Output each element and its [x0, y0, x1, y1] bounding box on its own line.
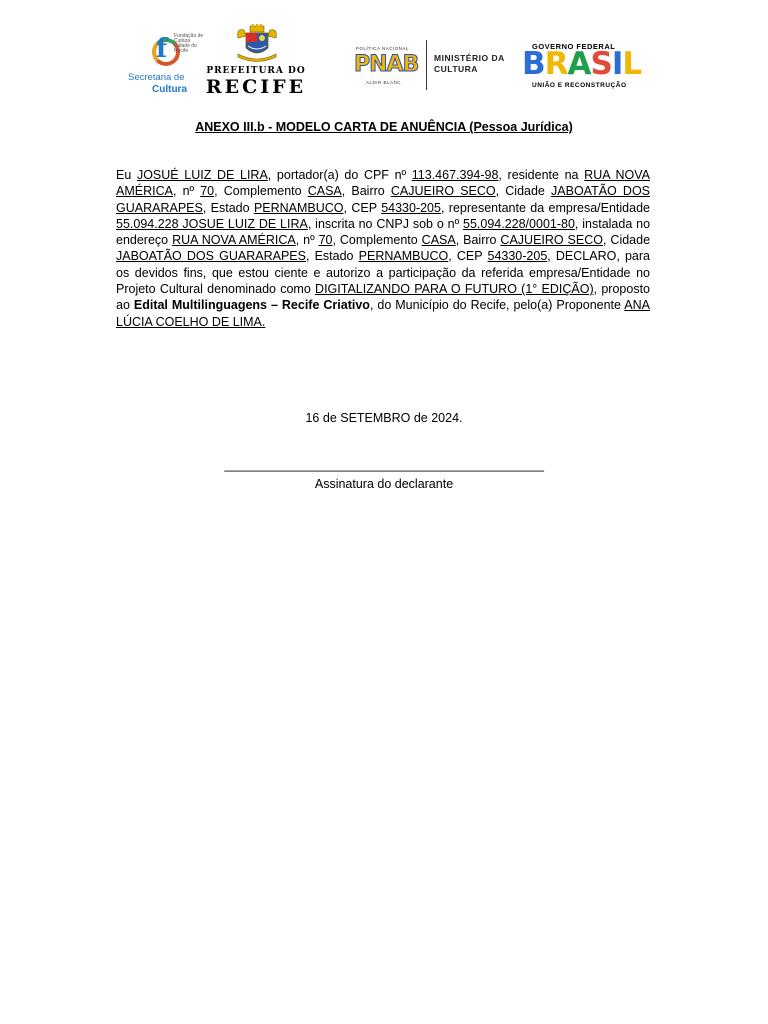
- state2-value: PERNAMBUCO: [358, 249, 449, 264]
- secretaria-line1: Secretaria de: [128, 72, 185, 83]
- body-text: , DECLARO, para os devidos fins, que estou ciente e autorizo a participação da referida empresa/Entidade no Projeto Cultural denominado como: [116, 249, 650, 297]
- brasil-word: [522, 48, 641, 80]
- governo-top-text: GOVERNO FEDERAL: [532, 42, 616, 51]
- entity-value: 55.094.228 JOSUE LUIZ DE LIRA: [116, 216, 308, 231]
- brasil-letter: R: [544, 46, 568, 82]
- body-text: , Cidade: [495, 184, 552, 199]
- body-text: , representante da empresa/Entidade: [440, 200, 650, 215]
- body-text: , Complemento: [332, 233, 422, 248]
- brasil-letter: B: [522, 46, 545, 82]
- body-text: , Bairro: [455, 233, 501, 248]
- secretaria-cultura-logo: [126, 33, 204, 98]
- body-text: , nº: [295, 233, 319, 248]
- body-text: , do Município do Recife, pelo(a) Proponente: [369, 298, 625, 313]
- prefeitura-line1: PREFEITURA DO: [206, 66, 306, 76]
- state-value: PERNAMBUCO: [253, 200, 344, 215]
- body-text: , CEP: [343, 200, 382, 215]
- city-value: JABOATÃO DOS GUARARAPES: [116, 184, 651, 215]
- complement2-value: CASA: [421, 233, 456, 248]
- project-value: DIGITALIZANDO PARA O FUTURO (1° EDIÇÃO): [315, 282, 594, 297]
- body-text: , inscrita no CNPJ sob o nº: [307, 216, 463, 231]
- ministerio-line1: MINISTÉRIO DA: [434, 53, 505, 63]
- number2-value: 70: [318, 233, 333, 248]
- body-text: , Complemento: [214, 184, 308, 199]
- body-text: , instalada no endereço: [116, 216, 651, 248]
- secretaria-line2: Cultura: [152, 84, 187, 95]
- body-text: Eu: [116, 168, 137, 182]
- prefeitura-line2: RECIFE: [205, 76, 307, 98]
- secretaria-f-icon: f: [156, 34, 168, 64]
- street-value: RUA NOVA AMÉRICA: [116, 168, 651, 199]
- body-text: , Bairro: [341, 184, 391, 199]
- recife-crest-icon: [232, 24, 282, 62]
- street2-value: RUA NOVA AMÉRICA: [172, 233, 296, 248]
- district-value: CAJUEIRO SECO: [390, 184, 496, 199]
- document-date: 16 de SETEMBRO de 2024.: [305, 411, 463, 425]
- document-title: ANEXO III.b - MODELO CARTA DE ANUÊNCIA (Pessoa Jurídica): [195, 120, 573, 134]
- body-text: , Estado: [305, 249, 359, 264]
- complement-value: CASA: [307, 184, 342, 199]
- pnab-word: PNAB: [354, 52, 419, 77]
- district2-value: CAJUEIRO SECO: [500, 233, 603, 248]
- cep-value: 54330-205: [381, 200, 441, 215]
- proponent-value: ANA LÚCIA COELHO DE LIMA.: [116, 298, 650, 329]
- body-text: , Cidade: [603, 233, 651, 248]
- pnab-bottom-text: ALDIR BLANC: [366, 80, 402, 85]
- pnab-top-text: POLÍTICA NACIONAL: [356, 46, 410, 51]
- cpf-value: 113.467.394-98: [411, 168, 499, 182]
- brasil-letter: A: [567, 46, 591, 82]
- signature-label: Assinatura do declarante: [314, 477, 454, 491]
- pnab-logo: [352, 40, 422, 90]
- declaration-paragraph: [116, 167, 650, 330]
- cnpj-value: 55.094.228/0001-80: [463, 216, 575, 231]
- brasil-letter: I: [611, 46, 623, 82]
- body-text: , portador(a) do CPF nº: [267, 168, 412, 182]
- body-text: , nº: [172, 184, 201, 199]
- declarant-name: JOSUÉ LUIZ DE LIRA: [136, 168, 268, 182]
- brasil-letter: S: [590, 46, 612, 82]
- secretaria-small-text: Fundação de Cultura Cidade do Recife: [174, 33, 204, 54]
- header-logos: [0, 20, 768, 100]
- city2-value: JABOATÃO DOS GUARARAPES: [116, 249, 306, 264]
- ministerio-line2: CULTURA: [434, 64, 478, 74]
- governo-federal-logo: [522, 38, 642, 94]
- body-text: , Estado: [202, 200, 254, 215]
- body-text: , proposto ao: [116, 282, 650, 313]
- governo-bottom-text: UNIÃO E RECONSTRUÇÃO: [532, 82, 627, 89]
- brasil-letter: L: [622, 46, 642, 82]
- cep2-value: 54330-205: [487, 249, 548, 264]
- number-value: 70: [200, 184, 215, 199]
- signature-line: ________________________________________________: [224, 458, 544, 472]
- edital-value: Edital Multilinguagens – Recife Criativo: [133, 298, 370, 313]
- prefeitura-recife-logo: [204, 24, 308, 98]
- logo-divider: [426, 40, 427, 90]
- body-text: , residente na: [498, 168, 585, 182]
- body-text: , CEP: [448, 249, 488, 264]
- ministerio-cultura-logo: [434, 53, 514, 83]
